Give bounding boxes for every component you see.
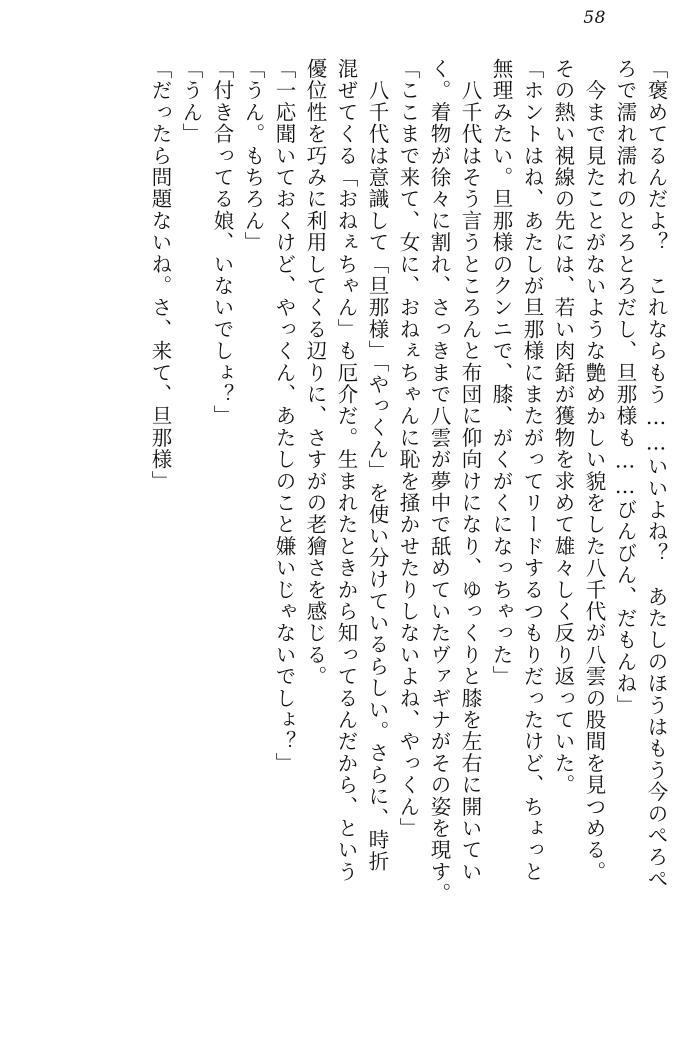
vertical-text-body bbox=[26, 58, 666, 1013]
text-line: 八千代はそう言うところんと布団に仰向けになり、ゆっくりと膝を左右に開いてい bbox=[458, 58, 482, 883]
text-line: 「だったら問題ないね。さ、来て、旦那様」 bbox=[148, 58, 172, 492]
text-line: 「一応聞いておくけど、やっくん、あたしのこと嫌いじゃないでしょ？」 bbox=[272, 58, 296, 775]
text-line: 「うん。もちろん」 bbox=[241, 58, 265, 254]
text-line: その熱い視線の先には、若い肉銛が獲物を求めて雄々しく反り返っていた。 bbox=[551, 58, 575, 796]
text-line: 八千代は意識して「旦那様」「やっくん」を使い分けているらしい。さらに、時折 bbox=[365, 58, 389, 873]
page-number: 58 bbox=[583, 8, 606, 28]
text-line: 優位性を巧みに利用してくる辺りに、さすがの老獪さを感じる。 bbox=[303, 58, 327, 688]
text-line: 今まで見たことがないような艶めかしい貌をした八千代が八雲の股間を見つめる。 bbox=[582, 58, 606, 883]
text-line: 混ぜてくる「おねぇちゃん」も厄介だ。生まれたときから知ってるんだから、という bbox=[334, 58, 358, 883]
text-line: く。着物が徐々に割れ、さっきまで八雲が夢中で舐めていたヴァギナがその姿を現す。 bbox=[427, 58, 451, 905]
text-line: ろで濡れ濡れのとろとろだし、旦那様も……びんびん、だもんね」 bbox=[613, 58, 637, 716]
text-line: 「ホントはね、あたしが旦那様にまたがってリードするつもりだったけど、ちょっと bbox=[520, 58, 544, 883]
text-line: 「うん」 bbox=[179, 58, 203, 145]
text-line: 無理みたい。旦那様のクンニで、膝、がくがくになっちゃった」 bbox=[489, 58, 513, 688]
text-line: 「ここまで来て、女に、おねぇちゃんに恥を掻かせたりしないよね、やっくん」 bbox=[396, 58, 420, 840]
text-line: 「褒めてるんだよ？ これならもう……いいよね？ あたしのほうはもう今のぺろぺ bbox=[644, 58, 668, 890]
text-line: 「付き合ってる娘、いないでしょ？」 bbox=[210, 58, 234, 427]
